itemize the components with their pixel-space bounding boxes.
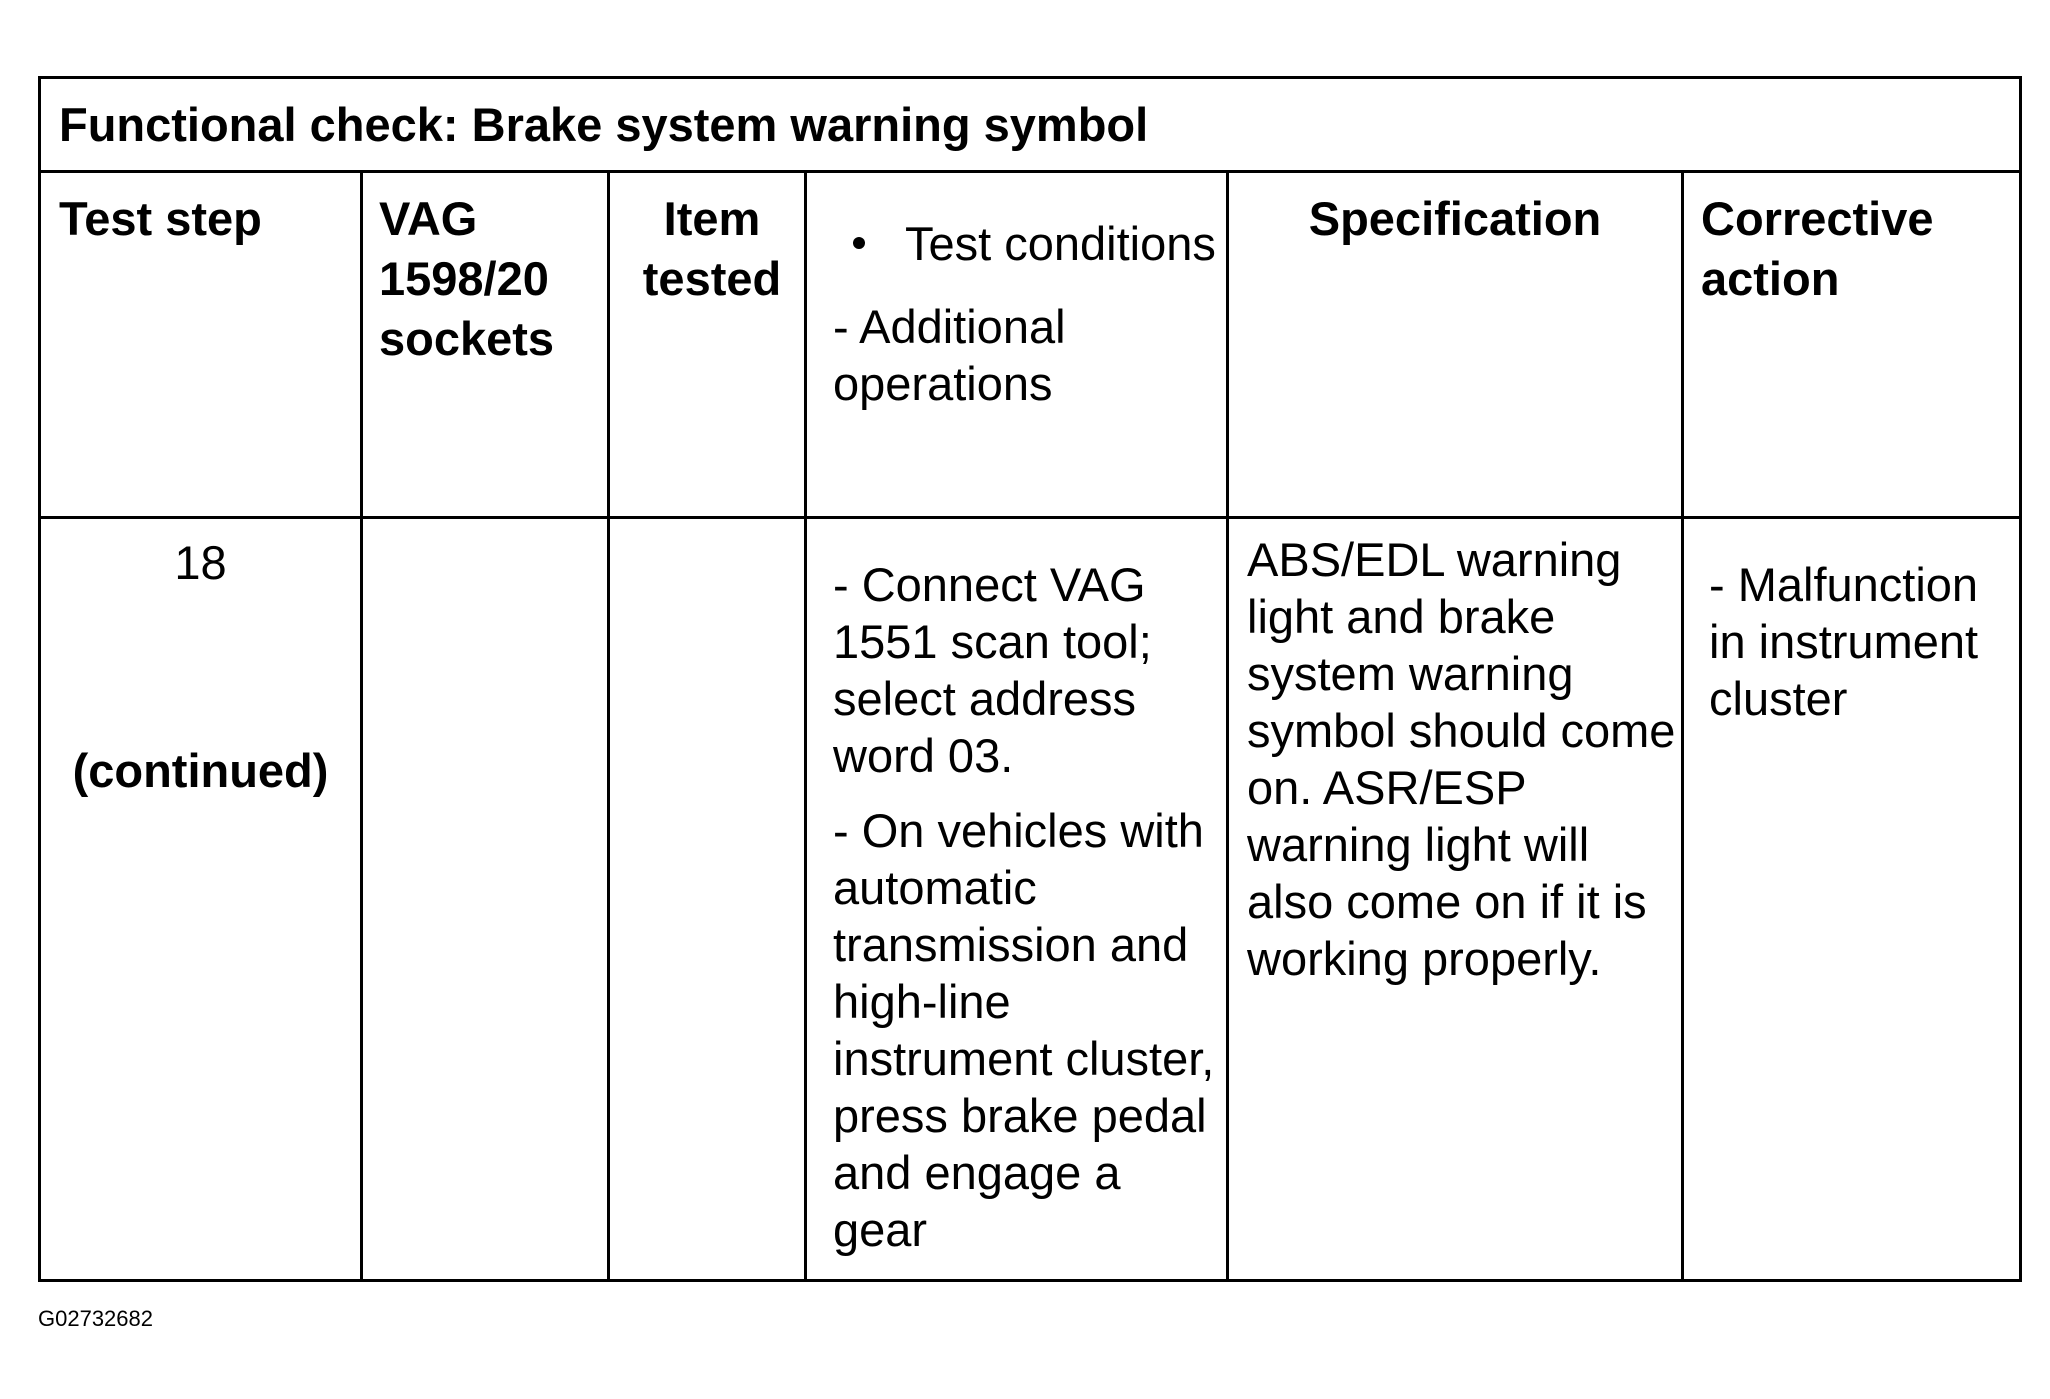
specification-cell: ABS/EDL warning light and brake system warning symbol should come on. ASR/ESP warning light will also come on if it is working properly. [1247,533,1676,985]
step-note: (continued) [72,744,329,797]
header-sockets: VAG 1598/20 sockets [379,192,555,365]
figure-id: G02732682 [38,1306,153,1331]
condition-step: - Connect VAG 1551 scan tool; select address word 03. [833,558,1152,782]
condition-step: - On vehicles with automatic transmission and high-line instrument cluster, press brake pedal and engage a gear [833,804,1215,1256]
header-additional-operations: - Additional operations [833,300,1066,410]
header-divider [41,516,2019,519]
column-divider [1681,173,1684,1279]
step-number: 18 [174,536,227,589]
column-divider [360,173,363,1279]
table-row-step [41,534,360,801]
header-specification: Specification [1308,192,1602,245]
brake-warning-check-table [38,76,2022,1282]
table-title: Functional check: Brake system warning symbol [59,98,1149,151]
header-test-conditions: Test conditions [905,217,1216,270]
test-conditions-bullet-item [807,215,1223,272]
column-divider [1226,173,1229,1279]
header-conditions [807,215,1223,412]
conditions-cell [833,556,1225,1276]
header-item-tested: Item tested [642,192,782,305]
bullet-icon [853,237,865,249]
corrective-action-cell: - Malfunction in instrument cluster [1709,558,1979,725]
table-title-row [41,79,2019,173]
header-corrective-action: Corrective action [1701,192,1934,305]
header-test-step: Test step [59,192,262,245]
column-divider [607,173,610,1279]
